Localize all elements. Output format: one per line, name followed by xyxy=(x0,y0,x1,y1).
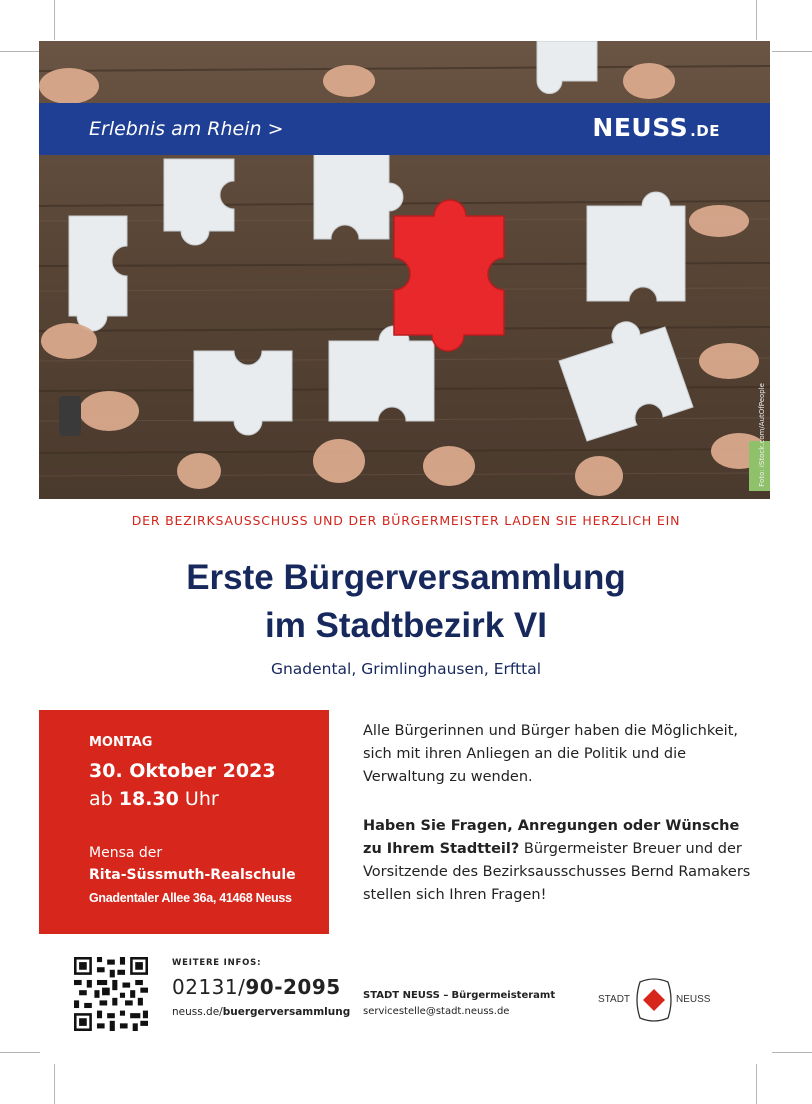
photo-credit: Foto: iStock.com/AutOfPeople xyxy=(758,383,766,487)
office-bold: STADT NEUSS – xyxy=(363,990,449,1001)
crop-mark xyxy=(772,1052,812,1053)
city-logo-right: NEUSS xyxy=(676,994,711,1005)
body-paragraph-2 xyxy=(363,815,753,907)
invite-line: DER BEZIRKSAUSSCHUSS UND DER BÜRGERMEISTER LADEN SIE HERZLICH EIN xyxy=(131,513,681,528)
hero-photo xyxy=(39,41,770,499)
phone-prefix: 02131 xyxy=(172,975,239,999)
event-day: MONTAG xyxy=(89,735,153,750)
event-date: 30. Oktober 2023 xyxy=(89,760,276,782)
time-prefix: ab xyxy=(89,788,113,810)
phone-main: 90-2095 xyxy=(245,975,341,999)
event-info-box xyxy=(39,710,329,934)
logo-main: NEUSS xyxy=(592,113,689,142)
crop-mark xyxy=(54,1064,55,1104)
office-rest: Bürgermeisteramt xyxy=(451,990,556,1001)
event-time xyxy=(89,788,219,810)
body-paragraph-1: Alle Bürgerinnen und Bürger haben die Möglichkeit, sich mit ihren Anliegen an die Politik und die Verwaltung zu wenden. xyxy=(363,723,738,785)
districts-subtitle: Gnadental, Grimlinghausen, Erfttal xyxy=(270,660,542,678)
crop-mark xyxy=(0,1052,40,1053)
neuss-de-logo xyxy=(592,113,720,142)
info-label: WEITERE INFOS: xyxy=(172,958,262,968)
email-link[interactable]: servicestelle@stadt.neuss.de xyxy=(363,1006,510,1017)
crop-mark xyxy=(756,1064,757,1104)
page-title xyxy=(0,554,812,650)
location-line1: Mensa der xyxy=(89,845,163,861)
paragraph2-bold: Haben Sie Fragen, Anregungen oder Wünsche zu Ihrem Stadtteil? xyxy=(363,818,740,857)
event-address: Gnadentaler Allee 36a, 41468 Neuss xyxy=(89,891,292,905)
banner-tagline-link[interactable]: Erlebnis am Rhein > xyxy=(89,118,284,140)
office-name xyxy=(363,990,555,1001)
title-line1: Erste Bürgerversammlung xyxy=(186,558,626,597)
phone-number[interactable] xyxy=(172,975,341,999)
url-prefix: neuss.de/ xyxy=(172,1006,223,1018)
time-value: 18.30 xyxy=(118,788,179,810)
title-line2: im Stadtbezirk VI xyxy=(264,606,548,645)
phone-separator: / xyxy=(238,975,246,999)
paragraph2-rest: Bürgermeister Breuer und der Vorsitzende des Bezirksausschusses Bernd Ramakers stellen sich Ihren Fragen! xyxy=(363,841,751,903)
time-suffix: Uhr xyxy=(184,788,219,810)
info-url-link[interactable] xyxy=(172,1006,350,1018)
crop-mark xyxy=(756,0,757,40)
city-logo-left: STADT xyxy=(598,994,631,1005)
crop-mark xyxy=(54,0,55,40)
banner xyxy=(39,103,770,155)
qr-code-icon[interactable] xyxy=(74,957,148,1031)
city-emblem-icon xyxy=(634,978,674,1022)
logo-suffix: .DE xyxy=(690,122,720,140)
stadt-neuss-logo xyxy=(598,978,718,1022)
url-path: buergerversammlung xyxy=(222,1006,351,1018)
crop-mark xyxy=(772,51,812,52)
crop-mark xyxy=(0,51,40,52)
location-line2: Rita-Süssmuth-Realschule xyxy=(89,867,296,883)
